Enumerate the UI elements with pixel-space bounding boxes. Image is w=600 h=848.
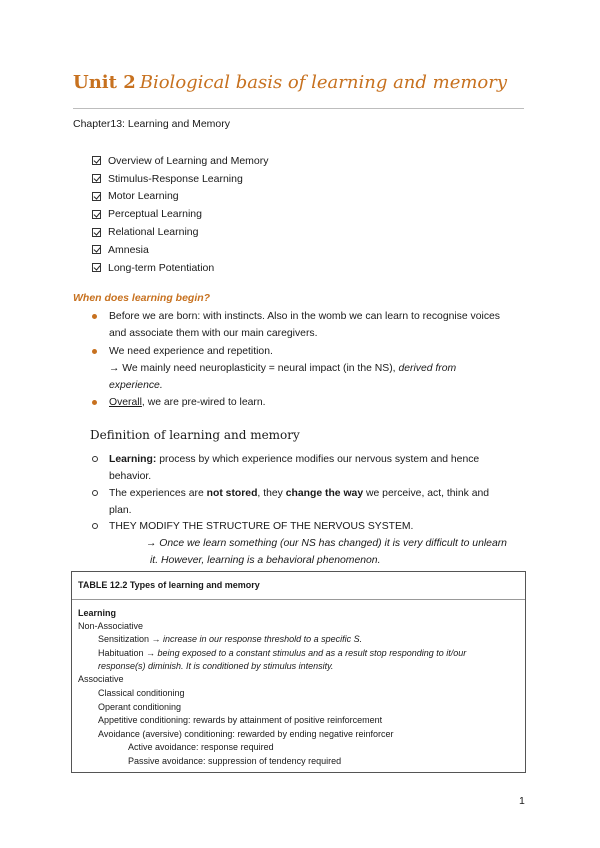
table-row: Habituation → being exposed to a constant stimulus and as a result stop responding to it/our <box>98 648 467 658</box>
title-divider <box>73 108 524 109</box>
page-number: 1 <box>519 795 525 807</box>
bullet-dot-icon <box>92 400 97 405</box>
section-heading-learning-begin: When does learning begin? <box>73 292 211 304</box>
definition-item: Learning: process by which experience modifies our nervous system and hence behavior. <box>109 454 480 482</box>
checklist-item: Amnesia <box>92 241 269 259</box>
table-row: response(s) diminish. It is conditioned by stimulus intensity. <box>98 661 334 671</box>
table-row: Active avoidance: response required <box>128 742 274 752</box>
section-heading-definition: Definition of learning and memory <box>90 428 300 442</box>
chapter-heading: Chapter13: Learning and Memory <box>73 118 231 130</box>
circle-bullet-icon <box>92 456 98 462</box>
checklist-item: Motor Learning <box>92 188 269 206</box>
checklist-item: Relational Learning <box>92 223 269 241</box>
circle-bullet-icon <box>92 490 98 496</box>
checkbox-checked-icon <box>92 245 101 254</box>
table-row: Operant conditioning <box>98 702 182 712</box>
bullet-item: Overall, we are pre-wired to learn. <box>109 397 266 408</box>
checkbox-checked-icon <box>92 156 101 165</box>
checkbox-checked-icon <box>92 192 101 201</box>
table-row: Associative <box>78 674 124 684</box>
table-row: Non-Associative <box>78 621 144 631</box>
checkbox-checked-icon <box>92 210 101 219</box>
checklist-item: Long-term Potentiation <box>92 259 269 277</box>
checklist-item: Overview of Learning and Memory <box>92 152 269 170</box>
definition-item: THEY MODIFY THE STRUCTURE OF THE NERVOUS SYSTEM. <box>109 521 414 532</box>
unit-number: Unit 2 <box>73 72 136 93</box>
bullet-dot-icon <box>92 314 97 319</box>
checkbox-checked-icon <box>92 263 101 272</box>
table-row: Avoidance (aversive) conditioning: rewarded by ending negative reinforcer <box>98 729 394 739</box>
table-row: Appetitive conditioning: rewards by attainment of positive reinforcement <box>98 715 383 725</box>
learning-types-table <box>71 571 526 773</box>
table-row: Sensitization → increase in our response threshold to a specific S. <box>98 634 363 644</box>
checkbox-checked-icon <box>92 228 101 237</box>
checkbox-checked-icon <box>92 174 101 183</box>
definition-note: → Once we learn something (our NS has changed) it is very difficult to unlearn it. However, learning is a behavioral phenomenon. <box>146 538 507 566</box>
unit-title <box>73 72 507 93</box>
table-row: Classical conditioning <box>98 688 185 698</box>
circle-bullet-icon <box>92 523 98 529</box>
checklist-item: Perceptual Learning <box>92 205 269 223</box>
bullet-dot-icon <box>92 349 97 354</box>
table-title: TABLE 12.2 Types of learning and memory <box>72 572 525 600</box>
checklist-item: Stimulus-Response Learning <box>92 170 269 188</box>
table-row: Passive avoidance: suppression of tendency required <box>128 756 342 766</box>
unit-subtitle: Biological basis of learning and memory <box>139 72 508 93</box>
table-row: Learning <box>78 608 117 618</box>
bullet-item: Before we are born: with instincts. Also in the womb we can learn to recognise voices and associate them with our main caregivers. <box>109 311 500 339</box>
bullet-item: We need experience and repetition. → We mainly need neuroplasticity = neural impact (in the NS), derived from experience. <box>109 346 457 391</box>
definition-item: The experiences are not stored, they change the way we perceive, act, think and plan. <box>109 488 490 516</box>
topic-checklist <box>92 152 269 277</box>
